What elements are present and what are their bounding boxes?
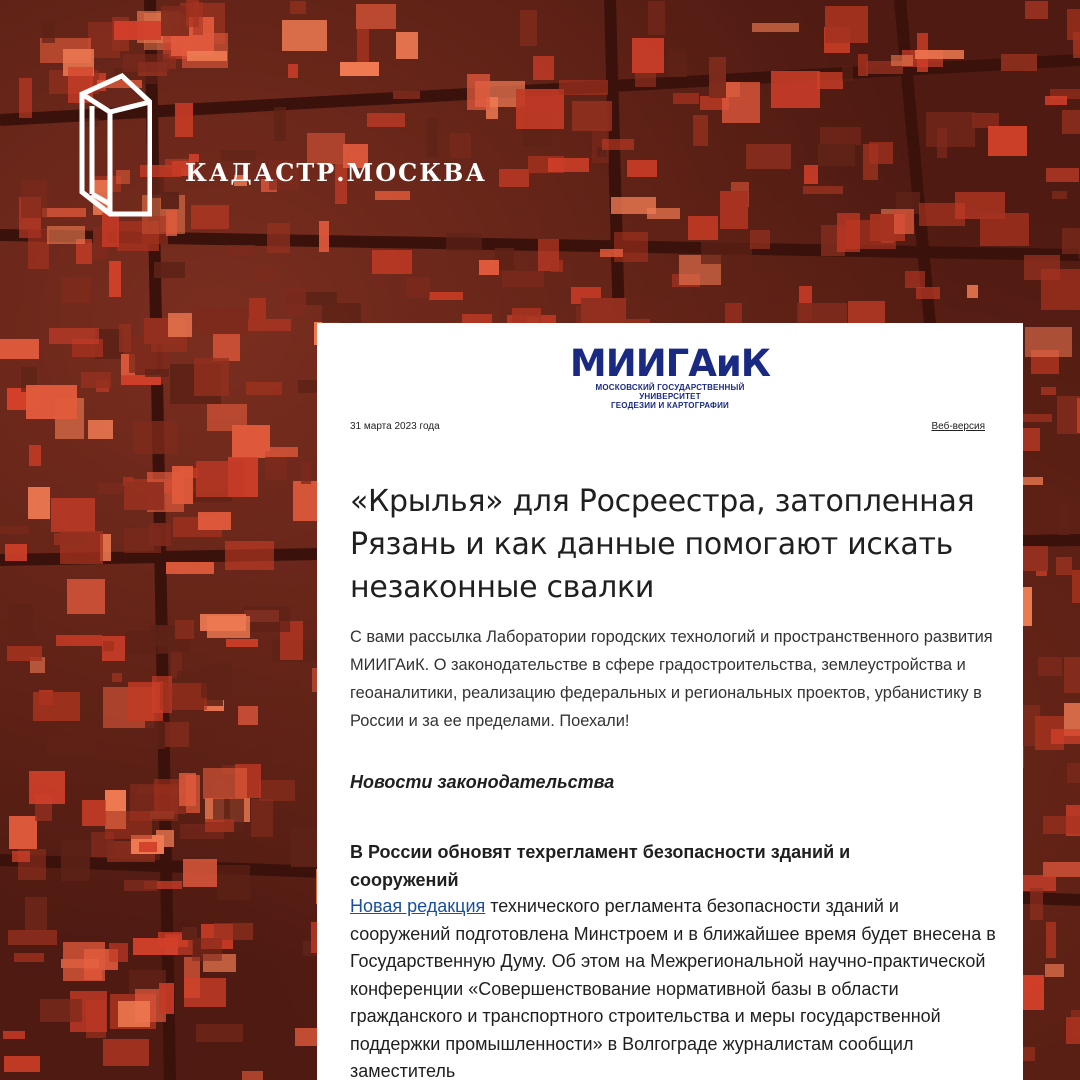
map-building-block [858, 54, 868, 76]
map-building-block [166, 210, 177, 236]
map-building-block [103, 641, 114, 651]
map-building-block [1041, 387, 1056, 395]
map-building-block [123, 54, 169, 72]
map-building-block [198, 512, 231, 530]
map-building-block [25, 897, 47, 931]
map-building-block [3, 1031, 25, 1039]
map-building-block [499, 169, 529, 187]
map-building-block [648, 1, 665, 35]
map-building-block [213, 334, 240, 361]
map-building-block [1062, 228, 1080, 254]
map-building-block [109, 261, 121, 297]
map-building-block [1052, 191, 1067, 199]
map-building-block [1001, 54, 1037, 71]
map-building-block [1046, 168, 1079, 182]
map-building-block [42, 21, 55, 43]
university-logo-word: МИИГАиК [569, 342, 771, 385]
map-building-block [559, 80, 608, 95]
map-building-block [109, 943, 128, 962]
map-building-block [614, 232, 648, 262]
map-building-block [81, 372, 111, 388]
map-building-block [688, 216, 718, 240]
map-building-block [429, 292, 463, 300]
map-building-block [301, 462, 311, 484]
map-building-block [750, 230, 770, 249]
map-building-block [98, 483, 123, 494]
map-building-block [1045, 964, 1064, 977]
map-building-block [175, 103, 193, 137]
map-building-block [926, 112, 975, 147]
map-building-block [217, 865, 250, 900]
map-building-block [172, 466, 193, 504]
map-building-block [701, 241, 752, 264]
map-building-block [722, 82, 760, 123]
map-building-block [49, 328, 99, 344]
map-building-block [267, 223, 290, 253]
news-item-link[interactable]: Новая редакция [350, 896, 486, 916]
map-building-block [124, 482, 164, 510]
map-building-block [406, 277, 430, 298]
map-building-block [1038, 657, 1062, 676]
news-item-title: В России обновят техрегламент безопасности зданий и сооружений [350, 842, 851, 890]
map-building-block [8, 604, 33, 641]
map-building-block [187, 51, 227, 61]
map-building-block [919, 203, 965, 226]
map-building-block [1064, 657, 1080, 693]
map-building-block [19, 78, 32, 118]
news-item-body [350, 893, 1000, 1080]
map-building-block [259, 780, 295, 801]
web-version-link[interactable]: Веб-версия [931, 421, 985, 432]
map-building-block [502, 271, 544, 287]
map-building-block [114, 21, 161, 40]
map-building-block [804, 165, 818, 184]
map-building-block [446, 233, 482, 251]
map-building-block [159, 983, 174, 1014]
map-building-block [1030, 888, 1043, 920]
map-building-block [118, 1001, 150, 1027]
map-building-block [393, 91, 420, 99]
map-building-block [149, 523, 171, 546]
kadastr-building-icon [78, 72, 152, 220]
map-building-block [467, 74, 490, 110]
map-building-block [133, 421, 177, 454]
map-building-block [46, 738, 97, 755]
map-building-block [1062, 110, 1080, 134]
map-building-block [29, 445, 41, 466]
map-building-block [1020, 546, 1048, 571]
map-building-block [145, 369, 169, 377]
map-building-block [21, 180, 47, 218]
map-building-block [450, 133, 471, 158]
map-building-block [1025, 1, 1048, 19]
map-building-block [168, 313, 192, 337]
news-item-body-text: технического регламента безопасности зданий и сооружений подготовлена Минстроем и в ближайшее время будет внесена в Государственную Думу. Об этом на Межрегиональной научно-практической конференции «Совершенствование нормативной базы в области гражданского и транспортного строительства и меры государственной поддержки промышленности» в Волгограде журналистам сообщил заместитель [350, 896, 996, 1080]
map-building-block [205, 819, 234, 832]
map-building-block [63, 942, 105, 981]
map-building-block [1041, 269, 1080, 310]
map-building-block [1051, 729, 1080, 744]
section-title-legislation-news: Новости законодательства [350, 772, 615, 792]
map-building-block [175, 620, 194, 639]
map-building-block [869, 142, 893, 164]
map-building-block [396, 32, 418, 59]
map-building-block [142, 216, 168, 244]
map-building-block [160, 683, 207, 710]
map-building-block [214, 923, 253, 940]
map-building-block [183, 859, 217, 887]
map-building-block [29, 771, 65, 804]
map-building-block [191, 205, 229, 229]
map-building-block [88, 420, 113, 439]
map-building-block [282, 20, 327, 51]
map-building-block [165, 722, 189, 747]
map-building-block [803, 186, 843, 194]
map-building-block [894, 209, 914, 234]
map-building-block [124, 880, 157, 891]
map-building-block [290, 1, 306, 14]
map-building-block [1059, 498, 1069, 535]
map-building-block [182, 927, 197, 940]
map-building-block [33, 692, 80, 721]
map-building-block [105, 811, 152, 839]
map-building-block [156, 830, 174, 847]
map-building-block [228, 245, 255, 255]
map-building-block [200, 614, 246, 631]
map-building-block [635, 73, 656, 87]
university-logo-subline-1: МОСКОВСКИЙ ГОСУДАРСТВЕННЫЙ УНИВЕРСИТЕТ [595, 383, 745, 401]
map-building-block [1066, 1017, 1080, 1044]
map-building-block [196, 1024, 243, 1042]
map-building-block [194, 358, 229, 396]
email-date: 31 марта 2023 года [350, 421, 440, 432]
map-building-block [5, 544, 27, 561]
map-building-block [7, 646, 42, 661]
map-building-block [771, 71, 820, 108]
map-building-block [67, 579, 105, 614]
email-newsletter-card [317, 323, 1023, 1080]
map-building-block [186, 0, 199, 27]
map-building-block [28, 229, 49, 269]
map-building-block [375, 191, 410, 200]
map-building-block [319, 221, 329, 252]
map-building-block [192, 938, 222, 961]
map-building-block [207, 404, 247, 431]
map-building-block [988, 126, 1027, 156]
map-building-block [145, 721, 165, 749]
map-building-block [837, 213, 860, 252]
map-building-block [340, 62, 379, 76]
map-building-block [243, 606, 290, 632]
map-building-block [1025, 327, 1072, 357]
map-building-block [51, 498, 95, 532]
map-building-block [520, 10, 537, 46]
map-building-block [56, 635, 102, 646]
map-building-block [1057, 396, 1080, 434]
map-building-block [967, 285, 978, 298]
map-building-block [752, 23, 799, 32]
map-building-block [150, 176, 164, 198]
map-building-block [479, 260, 499, 275]
map-building-block [551, 260, 563, 272]
map-building-block [1056, 557, 1072, 575]
map-building-block [1067, 9, 1080, 40]
map-building-block [274, 107, 286, 141]
map-building-block [1022, 975, 1044, 1010]
map-building-block [0, 526, 29, 534]
map-building-block [203, 768, 247, 799]
map-building-block [8, 930, 57, 945]
map-building-block [533, 56, 554, 80]
map-building-block [516, 89, 564, 129]
map-building-block [1046, 922, 1056, 958]
map-building-block [693, 115, 708, 146]
university-logo-subline-2: ГЕОДЕЗИИ И КАРТОГРАФИИ [610, 401, 729, 410]
map-building-block [47, 226, 85, 244]
map-building-block [139, 842, 157, 852]
map-building-block [154, 262, 185, 278]
map-building-block [166, 562, 214, 574]
map-building-block [226, 639, 258, 647]
map-building-block [26, 385, 77, 419]
map-building-block [632, 38, 664, 73]
map-building-block [14, 953, 44, 962]
map-building-block [709, 57, 726, 98]
map-building-block [9, 816, 37, 849]
map-building-block [61, 277, 91, 303]
map-building-block [238, 706, 258, 725]
map-building-block [193, 307, 243, 329]
map-building-block [746, 144, 791, 169]
map-building-block [972, 113, 999, 128]
map-building-block [817, 72, 843, 89]
map-building-block [40, 999, 82, 1022]
map-building-block [264, 447, 298, 457]
map-building-block [161, 6, 189, 36]
email-headline: «Крылья» для Росреестра, затопленная Рязань и как данные помогают искать незаконные свалки [350, 484, 975, 605]
map-building-block [184, 978, 226, 1007]
map-building-block [285, 288, 306, 316]
brand-name: КАДАСТР.МОСКВА [185, 158, 487, 187]
university-logo[interactable] [565, 342, 775, 410]
map-building-block [647, 208, 680, 219]
map-building-block [4, 1056, 40, 1072]
map-building-block [357, 29, 369, 62]
map-building-block [1020, 428, 1040, 451]
map-building-block [28, 487, 50, 519]
map-building-block [825, 6, 868, 43]
map-building-block [548, 158, 589, 172]
map-building-block [179, 773, 196, 806]
map-building-block [242, 1071, 263, 1080]
map-building-block [251, 799, 273, 837]
map-building-block [1045, 96, 1067, 105]
map-building-block [1043, 862, 1080, 877]
map-building-block [225, 541, 274, 570]
map-building-block [915, 50, 964, 59]
map-building-block [196, 461, 244, 497]
email-intro-text: С вами рассылка Лаборатории городских технологий и пространственного развития МИИГАиК. О законодательстве в сфере градостроительства, землеустройства и геоаналитики, реализацию федеральных и региональных проектов, урбанистику в России и за ее пределами. Поехали! [350, 628, 993, 730]
map-building-block [905, 271, 925, 288]
map-building-block [891, 55, 913, 66]
map-building-block [119, 324, 131, 352]
map-building-block [820, 127, 861, 145]
map-building-block [600, 249, 623, 257]
map-building-block [356, 4, 396, 29]
map-building-block [253, 266, 278, 282]
map-building-block [673, 93, 699, 104]
map-building-block [246, 382, 282, 395]
map-building-block [12, 851, 30, 862]
map-building-block [54, 533, 87, 545]
map-building-block [1067, 763, 1080, 783]
map-building-block [82, 800, 106, 826]
map-building-block [288, 64, 298, 78]
map-building-block [1043, 816, 1080, 834]
map-building-block [61, 840, 90, 881]
map-building-block [367, 113, 405, 127]
map-building-block [818, 144, 855, 166]
map-building-block [720, 191, 748, 229]
map-building-block [572, 101, 612, 131]
map-building-block [0, 339, 39, 359]
map-building-block [668, 49, 687, 77]
map-building-block [581, 298, 626, 325]
map-building-block [249, 298, 266, 321]
map-building-block [103, 1039, 149, 1066]
map-building-block [627, 160, 657, 177]
map-building-block [427, 118, 438, 157]
map-building-block [842, 66, 853, 81]
map-building-block [201, 665, 232, 698]
map-building-block [112, 673, 122, 682]
map-building-block [1072, 570, 1080, 603]
map-building-block [602, 139, 634, 150]
map-building-block [372, 250, 412, 274]
map-building-block [916, 287, 940, 299]
